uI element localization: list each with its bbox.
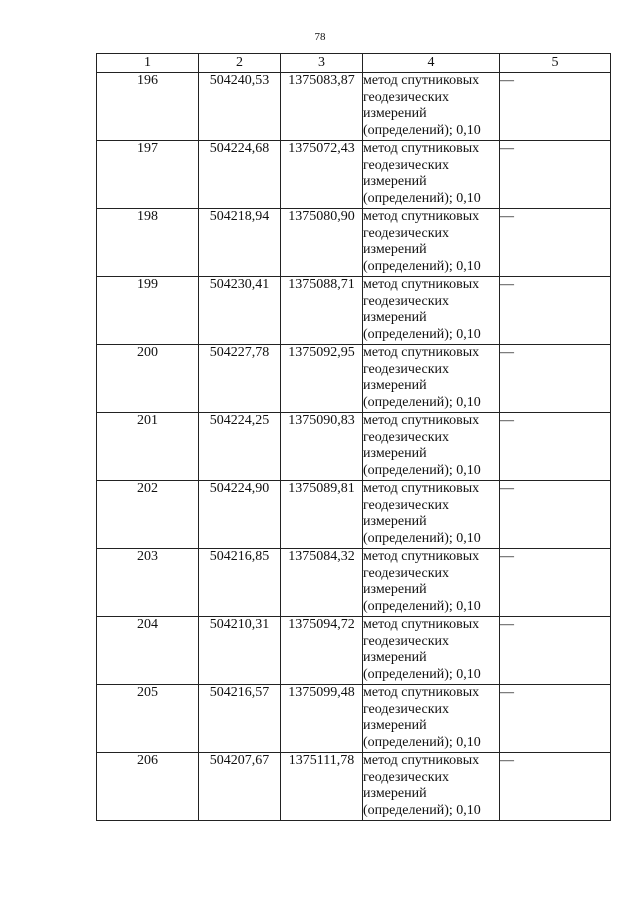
- x-coordinate-cell: [199, 73, 281, 141]
- note-dash: —: [500, 141, 514, 156]
- method-line: измерений: [363, 718, 427, 733]
- method-line: измерений: [363, 514, 427, 529]
- note-dash: —: [500, 413, 514, 428]
- note-dash: —: [500, 73, 514, 88]
- y-coordinate-cell: [281, 481, 363, 549]
- point-number: 205: [137, 685, 158, 700]
- y-coordinate: 1375089,81: [288, 481, 355, 496]
- note-cell: [500, 617, 611, 685]
- method-cell: [363, 685, 500, 753]
- method-line: метод спутниковых: [363, 685, 480, 700]
- method-line: метод спутниковых: [363, 753, 480, 768]
- x-coordinate-cell: [199, 413, 281, 481]
- note-dash: —: [500, 481, 514, 496]
- page-number: 78: [314, 31, 326, 43]
- table-row: [97, 141, 611, 209]
- y-coordinate-cell: [281, 549, 363, 617]
- y-coordinate: 1375088,71: [288, 277, 355, 292]
- note-cell: [500, 753, 611, 821]
- method-cell: [363, 549, 500, 617]
- table-row: [97, 549, 611, 617]
- point-number: 198: [137, 209, 158, 224]
- x-coordinate: 504227,78: [209, 345, 270, 360]
- method-line: метод спутниковых: [363, 549, 480, 564]
- method-line: измерений: [363, 582, 427, 597]
- header-col-5: 5: [500, 54, 611, 73]
- header-col-1: 1: [97, 54, 199, 73]
- x-coordinate: 504216,57: [209, 685, 270, 700]
- method-line: измерений: [363, 446, 427, 461]
- point-number: 197: [137, 141, 158, 156]
- point-number: 202: [137, 481, 158, 496]
- method-line: геодезических: [363, 497, 450, 513]
- note-dash: —: [500, 345, 514, 360]
- method-line: (определений); 0,10: [363, 802, 481, 818]
- point-number-cell: [97, 617, 199, 685]
- table-row: [97, 345, 611, 413]
- x-coordinate-cell: [199, 277, 281, 345]
- method-line: измерений: [363, 242, 427, 257]
- method-line: (определений); 0,10: [363, 462, 481, 478]
- method-line: (определений); 0,10: [363, 122, 481, 138]
- x-coordinate-cell: [199, 549, 281, 617]
- table-row: [97, 73, 611, 141]
- method-line: метод спутниковых: [363, 209, 480, 224]
- method-cell: [363, 481, 500, 549]
- method-line: геодезических: [363, 565, 450, 581]
- x-coordinate: 504240,53: [209, 73, 270, 88]
- note-dash: —: [500, 277, 514, 292]
- y-coordinate-cell: [281, 209, 363, 277]
- point-number-cell: [97, 549, 199, 617]
- method-line: метод спутниковых: [363, 141, 480, 156]
- method-line: измерений: [363, 650, 427, 665]
- y-coordinate-cell: [281, 141, 363, 209]
- point-number-cell: [97, 345, 199, 413]
- y-coordinate: 1375083,87: [288, 73, 355, 88]
- table-row: [97, 617, 611, 685]
- coordinates-table: [96, 53, 611, 821]
- x-coordinate: 504210,31: [209, 617, 270, 632]
- y-coordinate-cell: [281, 345, 363, 413]
- x-coordinate: 504207,67: [209, 753, 270, 768]
- method-line: (определений); 0,10: [363, 190, 481, 206]
- note-cell: [500, 277, 611, 345]
- y-coordinate: 1375084,32: [288, 549, 355, 564]
- y-coordinate: 1375080,90: [288, 209, 355, 224]
- y-coordinate: 1375090,83: [288, 413, 355, 428]
- note-cell: [500, 481, 611, 549]
- table-row: [97, 209, 611, 277]
- table-body: [97, 73, 611, 821]
- note-dash: —: [500, 617, 514, 632]
- method-line: геодезических: [363, 429, 450, 445]
- point-number-cell: [97, 685, 199, 753]
- method-line: (определений); 0,10: [363, 394, 481, 410]
- method-line: измерений: [363, 378, 427, 393]
- point-number: 201: [137, 413, 158, 428]
- x-coordinate-cell: [199, 345, 281, 413]
- note-dash: —: [500, 685, 514, 700]
- method-line: метод спутниковых: [363, 481, 480, 496]
- table-row: [97, 277, 611, 345]
- note-dash: —: [500, 549, 514, 564]
- method-line: метод спутниковых: [363, 277, 480, 292]
- method-line: (определений); 0,10: [363, 326, 481, 342]
- method-line: геодезических: [363, 633, 450, 649]
- method-cell: [363, 209, 500, 277]
- point-number-cell: [97, 481, 199, 549]
- method-line: метод спутниковых: [363, 73, 480, 88]
- table-row: [97, 481, 611, 549]
- method-line: геодезических: [363, 701, 450, 717]
- y-coordinate: 1375094,72: [288, 617, 355, 632]
- note-cell: [500, 73, 611, 141]
- method-cell: [363, 413, 500, 481]
- method-line: метод спутниковых: [363, 345, 480, 360]
- y-coordinate: 1375092,95: [288, 345, 355, 360]
- method-line: (определений); 0,10: [363, 666, 481, 682]
- x-coordinate: 504230,41: [209, 277, 270, 292]
- point-number-cell: [97, 209, 199, 277]
- method-line: геодезических: [363, 361, 450, 377]
- method-line: метод спутниковых: [363, 617, 480, 632]
- note-cell: [500, 141, 611, 209]
- point-number: 199: [137, 277, 158, 292]
- note-cell: [500, 549, 611, 617]
- method-line: метод спутниковых: [363, 413, 480, 428]
- table-header: [97, 54, 611, 73]
- method-line: (определений); 0,10: [363, 258, 481, 274]
- method-line: измерений: [363, 174, 427, 189]
- y-coordinate-cell: [281, 753, 363, 821]
- method-line: геодезических: [363, 89, 450, 105]
- method-line: (определений); 0,10: [363, 598, 481, 614]
- note-cell: [500, 413, 611, 481]
- note-dash: —: [500, 209, 514, 224]
- note-cell: [500, 685, 611, 753]
- point-number: 204: [137, 617, 158, 632]
- header-row: [97, 54, 611, 73]
- x-coordinate-cell: [199, 685, 281, 753]
- y-coordinate-cell: [281, 277, 363, 345]
- x-coordinate: 504224,90: [209, 481, 270, 496]
- method-cell: [363, 753, 500, 821]
- method-line: геодезических: [363, 225, 450, 241]
- x-coordinate-cell: [199, 141, 281, 209]
- x-coordinate-cell: [199, 753, 281, 821]
- method-line: (определений); 0,10: [363, 734, 481, 750]
- method-cell: [363, 617, 500, 685]
- header-col-2: 2: [199, 54, 281, 73]
- y-coordinate-cell: [281, 73, 363, 141]
- x-coordinate-cell: [199, 209, 281, 277]
- table-row: [97, 685, 611, 753]
- point-number: 203: [137, 549, 158, 564]
- x-coordinate: 504224,68: [209, 141, 270, 156]
- y-coordinate-cell: [281, 617, 363, 685]
- method-line: измерений: [363, 106, 427, 121]
- table-row: [97, 413, 611, 481]
- x-coordinate: 504216,85: [209, 549, 270, 564]
- x-coordinate: 504224,25: [209, 413, 270, 428]
- point-number: 200: [137, 345, 158, 360]
- method-line: (определений); 0,10: [363, 530, 481, 546]
- point-number: 196: [137, 73, 158, 88]
- method-line: геодезических: [363, 157, 450, 173]
- method-cell: [363, 73, 500, 141]
- note-cell: [500, 345, 611, 413]
- method-cell: [363, 141, 500, 209]
- y-coordinate-cell: [281, 413, 363, 481]
- note-cell: [500, 209, 611, 277]
- method-line: геодезических: [363, 769, 450, 785]
- note-dash: —: [500, 753, 514, 768]
- point-number-cell: [97, 413, 199, 481]
- point-number-cell: [97, 73, 199, 141]
- point-number-cell: [97, 753, 199, 821]
- y-coordinate-cell: [281, 685, 363, 753]
- method-line: измерений: [363, 786, 427, 801]
- point-number: 206: [137, 753, 158, 768]
- x-coordinate: 504218,94: [209, 209, 270, 224]
- method-cell: [363, 277, 500, 345]
- y-coordinate: 1375111,78: [288, 753, 355, 768]
- header-col-3: 3: [281, 54, 363, 73]
- point-number-cell: [97, 277, 199, 345]
- x-coordinate-cell: [199, 617, 281, 685]
- table-row: [97, 753, 611, 821]
- y-coordinate: 1375072,43: [288, 141, 355, 156]
- method-line: геодезических: [363, 293, 450, 309]
- point-number-cell: [97, 141, 199, 209]
- header-col-4: 4: [363, 54, 500, 73]
- x-coordinate-cell: [199, 481, 281, 549]
- method-line: измерений: [363, 310, 427, 325]
- y-coordinate: 1375099,48: [288, 685, 355, 700]
- method-cell: [363, 345, 500, 413]
